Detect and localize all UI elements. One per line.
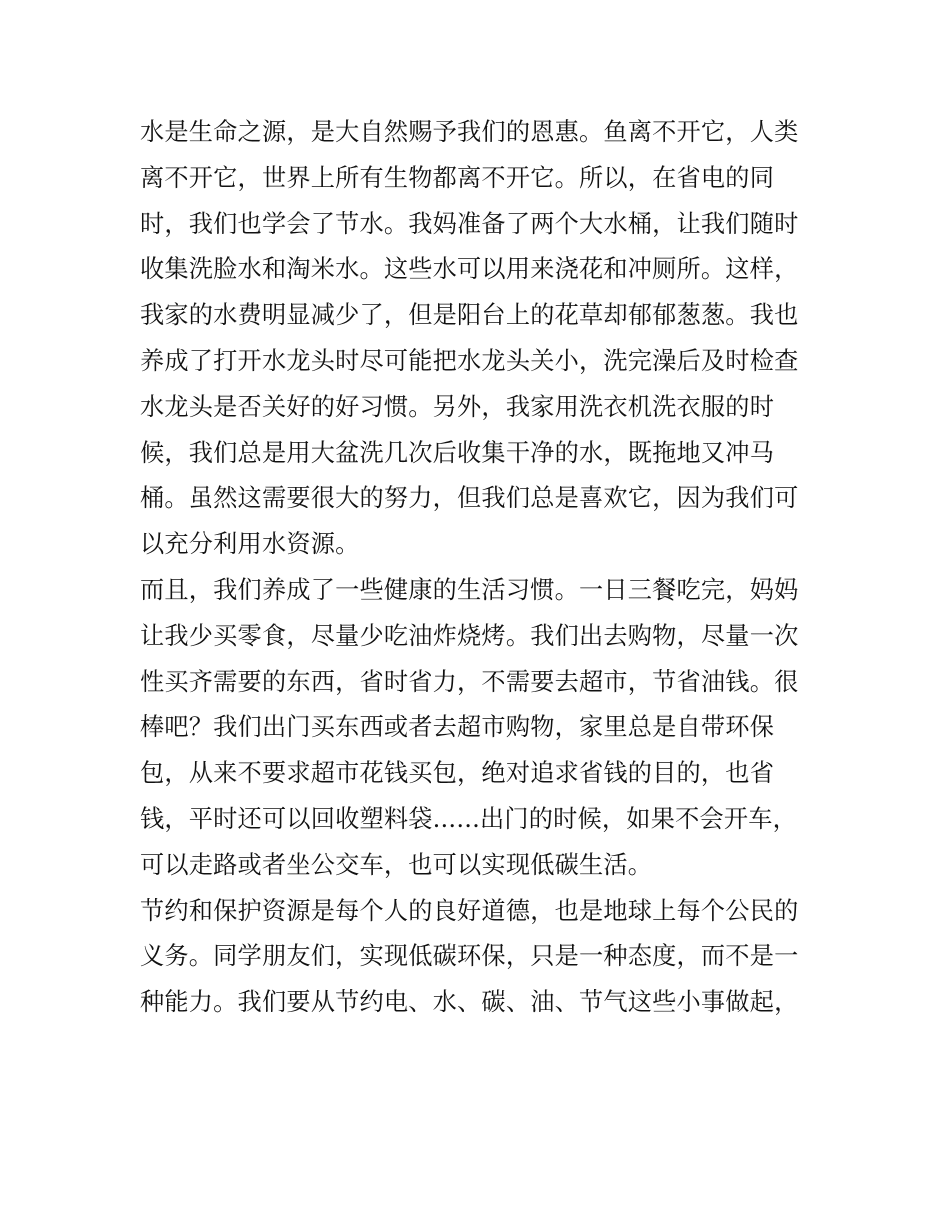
text-line: 钱，平时还可以回收塑料袋......出门的时候，如果不会开车， [140,804,798,833]
text-line: 而且，我们养成了一些健康的生活习惯。一日三餐吃完，妈妈 [140,575,799,604]
text-line: 性买齐需要的东西，省时省力，不需要去超市，节省油钱。很 [140,667,799,696]
text-line: 水龙头是否关好的好习惯。另外，我家用洗衣机洗衣服的时 [140,392,775,421]
text-line: 桶。虽然这需要很大的努力，但我们总是喜欢它，因为我们可 [140,484,799,513]
text-line: 节约和保护资源是每个人的良好道德，也是地球上每个公民的 [140,896,799,925]
text-line: 以充分利用水资源。 [140,530,360,559]
text-line: 让我少买零食，尽量少吃油炸烧烤。我们出去购物，尽量一次 [140,621,799,650]
text-line: 离不开它，世界上所有生物都离不开它。所以，在省电的同 [140,163,775,192]
text-line: 养成了打开水龙头时尽可能把水龙头关小，洗完澡后及时检查 [140,346,799,375]
text-line: 义务。同学朋友们，实现低碳环保，只是一种态度，而不是一 [140,942,799,971]
text-line: 水是生命之源，是大自然赐予我们的恩惠。鱼离不开它，人类 [140,118,799,146]
text-line: 种能力。我们要从节约电、水、碳、油、节气这些小事做起， [140,988,799,1017]
text-line: 棒吧？我们出门买东西或者去超市购物，家里总是自带环保 [140,713,775,742]
text-line: 时，我们也学会了节水。我妈准备了两个大水桶，让我们随时 [140,209,799,238]
text-line: 包，从来不要求超市花钱买包，绝对追求省钱的目的，也省 [140,759,775,788]
text-line: 收集洗脸水和淘米水。这些水可以用来浇花和冲厕所。这样， [140,255,799,284]
document-body [140,110,820,1026]
text-line: 可以走路或者坐公交车，也可以实现低碳生活。 [140,850,653,879]
text-line: 我家的水费明显减少了，但是阳台上的花草却郁郁葱葱。我也 [140,301,799,330]
text-line: 候，我们总是用大盆洗几次后收集干净的水，既拖地又冲马 [140,438,775,467]
